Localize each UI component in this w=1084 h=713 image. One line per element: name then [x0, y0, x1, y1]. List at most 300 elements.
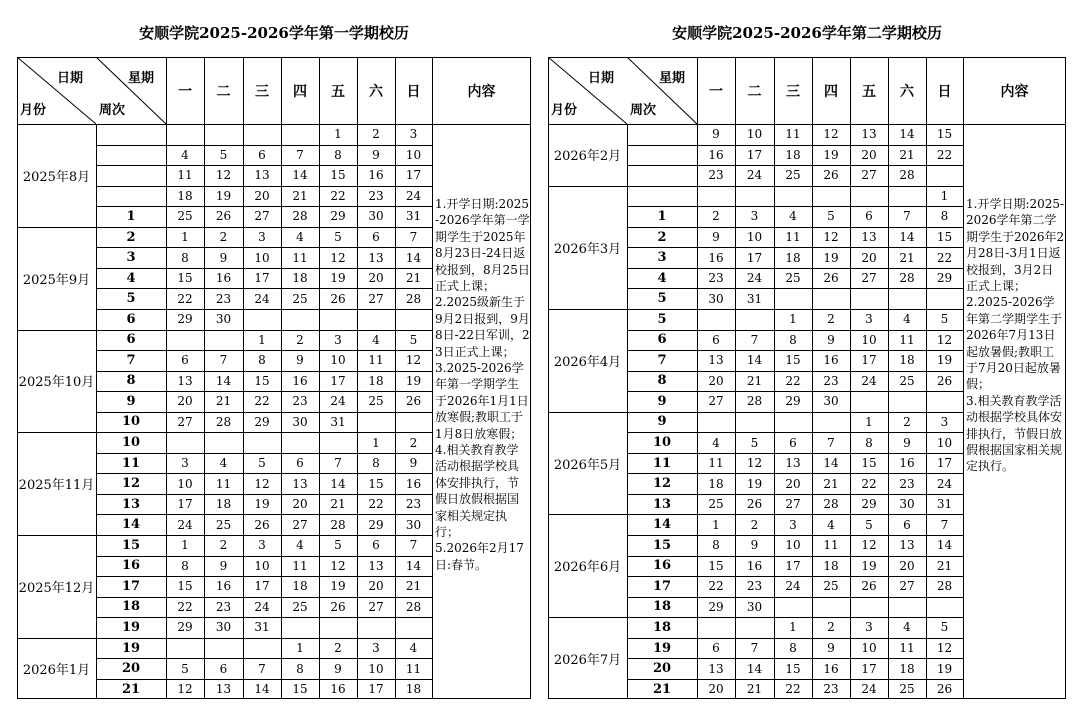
- day-cell-sat: 28: [899, 168, 915, 183]
- day-cell-sun: 14: [405, 250, 422, 265]
- day-cell-thu: 13: [292, 476, 308, 491]
- day-cell-wed: 1: [789, 312, 797, 327]
- day-cell-fri: 10: [861, 641, 877, 656]
- week-number: 21: [121, 681, 141, 697]
- header-day-sun: 日: [937, 83, 952, 100]
- day-cell-tue: 17: [746, 250, 763, 265]
- week-number: 15: [652, 537, 672, 553]
- day-cell-mon: 12: [177, 682, 193, 697]
- week-number: 4: [126, 270, 136, 286]
- day-cell-fri: 3: [865, 312, 873, 327]
- day-cell-tue: 17: [746, 147, 763, 162]
- day-cell-sun: 19: [405, 373, 422, 388]
- day-cell-tue: 10: [746, 230, 763, 245]
- day-cell-wed: 18: [785, 147, 801, 162]
- day-cell-sun: 17: [936, 456, 953, 471]
- day-cell-tue: 12: [215, 168, 232, 183]
- table-frame: [548, 57, 1066, 699]
- week-number: 5: [657, 311, 667, 327]
- header-week-label: 周次: [99, 103, 126, 118]
- day-cell-thu: 9: [827, 332, 835, 347]
- day-cell-mon: 22: [177, 599, 193, 614]
- day-cell-mon: 4: [181, 147, 189, 162]
- day-cell-mon: 6: [712, 332, 720, 347]
- day-cell-sun: 24: [936, 476, 953, 491]
- day-cell-sat: 8: [372, 456, 380, 471]
- header-content: 内容: [1000, 83, 1029, 100]
- day-cell-tue: 11: [215, 476, 232, 491]
- header-day-sat: 六: [369, 83, 383, 100]
- day-cell-sat: 27: [368, 599, 384, 614]
- day-cell-fri: 17: [330, 373, 346, 388]
- day-cell-mon: 20: [708, 682, 724, 697]
- day-cell-sun: 5: [409, 332, 418, 347]
- day-cell-tue: 30: [746, 599, 763, 614]
- day-cell-thu: 7: [296, 147, 304, 162]
- week-number: 11: [121, 455, 141, 471]
- day-cell-wed: 3: [789, 517, 797, 532]
- day-cell-sun: 30: [405, 517, 422, 532]
- week-number: 7: [657, 352, 667, 368]
- week-number: 1: [126, 208, 136, 224]
- month-label: 2026年4月: [553, 354, 622, 370]
- day-cell-thu: 11: [292, 558, 308, 573]
- day-cell-fri: 2: [334, 641, 342, 656]
- day-cell-fri: 5: [334, 230, 342, 245]
- day-cell-mon: 24: [177, 517, 193, 532]
- day-cell-mon: 20: [177, 394, 193, 409]
- day-cell-sat: 13: [368, 558, 384, 573]
- day-cell-mon: 10: [177, 476, 193, 491]
- day-cell-thu: 7: [827, 435, 835, 450]
- header-day-sun: 日: [406, 83, 421, 100]
- day-cell-sun: 31: [936, 497, 953, 512]
- day-cell-sun: 14: [405, 558, 422, 573]
- week-number: 18: [652, 599, 672, 615]
- day-cell-sun: 28: [405, 599, 422, 614]
- day-cell-sat: 6: [372, 538, 380, 553]
- day-cell-sun: 1: [940, 188, 949, 203]
- week-number: 16: [121, 558, 141, 574]
- day-cell-wed: 25: [785, 271, 801, 286]
- day-cell-fri: 3: [865, 620, 873, 635]
- day-cell-wed: 26: [254, 517, 270, 532]
- day-cell-thu: 5: [827, 209, 835, 224]
- day-cell-sat: 15: [368, 476, 384, 491]
- day-cell-thu: 18: [292, 271, 308, 286]
- day-cell-sun: 9: [409, 456, 418, 471]
- day-cell-wed: 8: [789, 332, 797, 347]
- day-cell-thu: 21: [292, 188, 308, 203]
- day-cell-sun: 31: [405, 209, 422, 224]
- day-cell-thu: 16: [823, 661, 839, 676]
- day-cell-mon: 30: [708, 291, 724, 306]
- day-cell-wed: 12: [254, 476, 270, 491]
- week-number: 5: [657, 291, 667, 307]
- day-cell-mon: 15: [708, 558, 724, 573]
- day-cell-wed: 17: [785, 558, 801, 573]
- day-cell-tue: 9: [219, 558, 228, 573]
- day-cell-sun: 23: [405, 497, 422, 512]
- day-cell-sun: 5: [940, 620, 949, 635]
- day-cell-sun: 26: [405, 394, 422, 409]
- day-cell-tue: 5: [219, 147, 228, 162]
- day-cell-fri: 28: [330, 517, 346, 532]
- day-cell-sat: 22: [368, 497, 384, 512]
- month-label: 2026年5月: [553, 457, 622, 473]
- week-number: 14: [652, 517, 672, 533]
- day-cell-thu: 8: [296, 661, 304, 676]
- week-number: 6: [126, 311, 136, 327]
- day-cell-sat: 25: [899, 682, 915, 697]
- day-cell-mon: 11: [708, 456, 724, 471]
- day-cell-sat: 28: [899, 271, 915, 286]
- day-cell-tue: 14: [215, 373, 232, 388]
- day-cell-thu: 2: [296, 332, 304, 347]
- day-cell-sun: 4: [409, 641, 418, 656]
- day-cell-wed: 4: [789, 209, 797, 224]
- day-cell-thu: 23: [823, 682, 839, 697]
- header-weekday-label: 星期: [128, 71, 155, 86]
- day-cell-thu: 9: [296, 353, 304, 368]
- day-cell-sun: 14: [936, 538, 953, 553]
- day-cell-tue: 7: [750, 641, 759, 656]
- day-cell-wed: 24: [785, 579, 801, 594]
- day-cell-tue: 28: [746, 394, 763, 409]
- semester-1-title: 安顺学院2025-2026学年第一学期校历: [139, 24, 409, 42]
- table-frame: [17, 57, 531, 699]
- day-cell-tue: 30: [215, 312, 232, 327]
- day-cell-sun: 12: [936, 641, 953, 656]
- day-cell-thu: 19: [823, 250, 839, 265]
- header-day-thu: 四: [293, 83, 307, 100]
- day-cell-wed: 22: [785, 682, 801, 697]
- day-cell-sat: 25: [899, 373, 915, 388]
- week-number: 3: [126, 250, 136, 266]
- day-cell-thu: 25: [292, 599, 308, 614]
- day-cell-sun: 3: [409, 127, 418, 142]
- day-cell-sun: 21: [405, 579, 422, 594]
- day-cell-tue: 21: [746, 682, 763, 697]
- day-cell-sat: 11: [368, 353, 384, 368]
- day-cell-wed: 6: [789, 435, 797, 450]
- day-cell-thu: 25: [823, 579, 839, 594]
- week-number: 10: [652, 435, 672, 451]
- day-cell-thu: 19: [823, 147, 839, 162]
- day-cell-fri: 16: [330, 682, 346, 697]
- day-cell-thu: 12: [823, 230, 839, 245]
- notes-content: 1.开学日期:2025-2026学年第一学期学生于2025年8月23日-24日返校报到，8月25日正式上课； 2.2025级新生于9月2日报到，9月8日-22日军训，23日正式上课； 3.2025-2026学年第一学期学生于2026年1月1日放寒假;教职工于1月8日放寒假； 4.相关教育教学活动根据学校具体安排执行，节假日放假根据国家相关规定执行； 5.2026年2月17日:春节。: [435, 196, 530, 572]
- day-cell-tue: 9: [219, 250, 228, 265]
- day-cell-tue: 23: [746, 579, 763, 594]
- day-cell-sun: 15: [936, 230, 953, 245]
- week-number: 19: [121, 640, 141, 656]
- day-cell-fri: 5: [334, 538, 342, 553]
- day-cell-fri: 26: [330, 291, 346, 306]
- day-cell-fri: 8: [865, 435, 873, 450]
- day-cell-wed: 31: [254, 620, 270, 635]
- week-number: 5: [126, 291, 136, 307]
- day-cell-sun: 8: [940, 209, 949, 224]
- header-day-sat: 六: [900, 83, 914, 100]
- day-cell-tue: 14: [746, 353, 763, 368]
- day-cell-mon: 6: [712, 641, 720, 656]
- day-cell-mon: 9: [712, 127, 720, 142]
- day-cell-fri: 22: [330, 188, 346, 203]
- day-cell-tue: 25: [215, 517, 232, 532]
- day-cell-wed: 18: [785, 250, 801, 265]
- day-cell-sat: 27: [368, 291, 384, 306]
- day-cell-sat: 6: [372, 230, 380, 245]
- day-cell-sun: 3: [940, 414, 949, 429]
- header-date-label: 日期: [588, 71, 615, 86]
- day-cell-sun: 7: [409, 230, 418, 245]
- month-label: 2025年11月: [18, 478, 95, 494]
- day-cell-sun: 17: [405, 168, 422, 183]
- day-cell-wed: 24: [254, 599, 270, 614]
- day-cell-fri: 9: [334, 661, 342, 676]
- day-cell-sun: 12: [405, 353, 422, 368]
- day-cell-sun: 5: [940, 312, 949, 327]
- day-cell-fri: 29: [330, 209, 346, 224]
- day-cell-sat: 11: [899, 332, 915, 347]
- day-cell-fri: 26: [861, 579, 877, 594]
- month-label: 2026年2月: [553, 149, 622, 165]
- day-cell-sat: 21: [899, 147, 915, 162]
- day-cell-sat: 30: [899, 497, 915, 512]
- month-label: 2026年1月: [22, 663, 91, 679]
- day-cell-fri: 17: [861, 353, 877, 368]
- day-cell-tue: 19: [746, 476, 763, 491]
- day-cell-wed: 10: [785, 538, 801, 553]
- day-cell-tue: 26: [215, 209, 232, 224]
- week-number: 15: [121, 537, 141, 553]
- day-cell-fri: 31: [330, 414, 346, 429]
- week-number: 2: [126, 229, 136, 245]
- day-cell-mon: 22: [708, 579, 724, 594]
- day-cell-mon: 25: [177, 209, 193, 224]
- day-cell-tue: 16: [215, 579, 232, 594]
- day-cell-thu: 4: [296, 538, 304, 553]
- day-cell-sun: 21: [405, 271, 422, 286]
- week-number: 6: [126, 332, 136, 348]
- day-cell-sun: 19: [936, 661, 953, 676]
- day-cell-wed: 14: [254, 682, 270, 697]
- day-cell-mon: 13: [708, 661, 724, 676]
- week-number: 14: [121, 517, 141, 533]
- day-cell-mon: 27: [708, 394, 724, 409]
- day-cell-sat: 13: [368, 250, 384, 265]
- day-cell-mon: 18: [177, 188, 193, 203]
- day-cell-tue: 23: [215, 599, 232, 614]
- day-cell-thu: 6: [296, 456, 304, 471]
- day-cell-sat: 7: [903, 209, 911, 224]
- day-cell-thu: 23: [292, 394, 308, 409]
- day-cell-tue: 16: [215, 271, 232, 286]
- day-cell-fri: 24: [330, 394, 346, 409]
- day-cell-mon: 11: [177, 168, 193, 183]
- day-cell-sat: 6: [903, 517, 911, 532]
- week-number: 2: [657, 229, 667, 245]
- header-week-label: 周次: [630, 103, 657, 118]
- day-cell-sat: 3: [372, 641, 380, 656]
- day-cell-wed: 13: [785, 456, 801, 471]
- day-cell-thu: 12: [823, 127, 839, 142]
- day-cell-thu: 16: [292, 373, 308, 388]
- day-cell-sun: 2: [409, 435, 418, 450]
- day-cell-mon: 17: [177, 497, 193, 512]
- day-cell-mon: 27: [177, 414, 193, 429]
- header-day-mon: 一: [709, 83, 723, 100]
- day-cell-thu: 11: [292, 250, 308, 265]
- week-number: 21: [652, 681, 672, 697]
- day-cell-wed: 17: [254, 271, 270, 286]
- week-number: 7: [126, 352, 136, 368]
- day-cell-thu: 2: [827, 312, 835, 327]
- day-cell-sat: 21: [899, 250, 915, 265]
- day-cell-mon: 8: [181, 558, 189, 573]
- month-label: 2025年8月: [22, 169, 91, 185]
- day-cell-wed: 29: [785, 394, 801, 409]
- week-number: 12: [121, 476, 141, 492]
- day-cell-wed: 3: [258, 230, 266, 245]
- header-day-wed: 三: [786, 83, 800, 100]
- day-cell-sun: 28: [405, 291, 422, 306]
- day-cell-thu: 26: [823, 271, 839, 286]
- day-cell-mon: 4: [712, 435, 720, 450]
- day-cell-wed: 1: [789, 620, 797, 635]
- month-label: 2025年12月: [18, 580, 95, 596]
- day-cell-thu: 30: [292, 414, 308, 429]
- day-cell-wed: 15: [254, 373, 270, 388]
- day-cell-wed: 27: [785, 497, 801, 512]
- day-cell-sun: 10: [405, 147, 422, 162]
- day-cell-sat: 11: [899, 641, 915, 656]
- day-cell-wed: 22: [785, 373, 801, 388]
- day-cell-fri: 12: [330, 558, 346, 573]
- header-day-tue: 二: [216, 83, 231, 100]
- day-cell-wed: 6: [258, 147, 266, 162]
- header-weekday-label: 星期: [659, 71, 686, 86]
- day-cell-tue: 23: [215, 291, 232, 306]
- day-cell-mon: 13: [708, 353, 724, 368]
- day-cell-sat: 29: [368, 517, 384, 532]
- header-day-thu: 四: [824, 83, 838, 100]
- day-cell-tue: 24: [746, 168, 763, 183]
- day-cell-fri: 24: [861, 373, 877, 388]
- day-cell-fri: 3: [334, 332, 342, 347]
- day-cell-fri: 20: [861, 250, 877, 265]
- day-cell-wed: 22: [254, 394, 270, 409]
- day-cell-wed: 11: [785, 230, 801, 245]
- day-cell-tue: 6: [219, 661, 228, 676]
- header-date-label: 日期: [57, 71, 84, 86]
- day-cell-wed: 17: [254, 579, 270, 594]
- day-cell-mon: 29: [708, 599, 724, 614]
- day-cell-sat: 16: [368, 168, 384, 183]
- day-cell-thu: 27: [292, 517, 308, 532]
- day-cell-tue: 14: [746, 661, 763, 676]
- week-number: 17: [652, 578, 672, 594]
- day-cell-mon: 9: [712, 230, 720, 245]
- day-cell-fri: 1: [334, 127, 342, 142]
- day-cell-fri: 5: [865, 517, 873, 532]
- day-cell-tue: 13: [215, 682, 232, 697]
- day-cell-tue: 26: [746, 497, 763, 512]
- day-cell-fri: 24: [861, 682, 877, 697]
- day-cell-thu: 28: [823, 497, 839, 512]
- day-cell-sun: 7: [940, 517, 949, 532]
- day-cell-sat: 9: [372, 147, 380, 162]
- day-cell-mon: 23: [708, 168, 724, 183]
- day-cell-mon: 18: [708, 476, 724, 491]
- day-cell-wed: 15: [785, 353, 801, 368]
- month-label: 2026年7月: [553, 652, 622, 668]
- header-day-fri: 五: [331, 83, 345, 100]
- day-cell-tue: 24: [746, 271, 763, 286]
- day-cell-tue: 4: [219, 456, 228, 471]
- day-cell-sat: 13: [899, 538, 915, 553]
- day-cell-thu: 9: [827, 641, 835, 656]
- day-cell-mon: 3: [181, 456, 189, 471]
- day-cell-tue: 12: [746, 456, 763, 471]
- week-number: 19: [652, 640, 672, 656]
- day-cell-sun: 15: [936, 127, 953, 142]
- day-cell-mon: 22: [177, 291, 193, 306]
- week-number: 9: [657, 414, 667, 430]
- day-cell-tue: 7: [219, 353, 228, 368]
- day-cell-fri: 20: [861, 147, 877, 162]
- day-cell-wed: 27: [254, 209, 270, 224]
- day-cell-thu: 30: [823, 394, 839, 409]
- day-cell-mon: 1: [181, 230, 189, 245]
- day-cell-mon: 8: [712, 538, 720, 553]
- day-cell-fri: 6: [865, 209, 873, 224]
- day-cell-sun: 22: [936, 250, 953, 265]
- day-cell-sat: 17: [368, 682, 384, 697]
- day-cell-tue: 30: [215, 620, 232, 635]
- day-cell-fri: 22: [861, 476, 877, 491]
- day-cell-wed: 29: [254, 414, 270, 429]
- day-cell-wed: 8: [789, 641, 797, 656]
- day-cell-tue: 10: [746, 127, 763, 142]
- day-cell-sat: 14: [899, 127, 915, 142]
- day-cell-mon: 16: [708, 250, 724, 265]
- week-number: 9: [126, 393, 136, 409]
- day-cell-sun: 19: [936, 353, 953, 368]
- day-cell-sat: 27: [899, 579, 915, 594]
- day-cell-fri: 13: [861, 127, 877, 142]
- day-cell-thu: 1: [296, 641, 304, 656]
- day-cell-fri: 10: [861, 332, 877, 347]
- day-cell-sun: 18: [405, 682, 422, 697]
- week-number: 8: [657, 373, 667, 389]
- day-cell-tue: 18: [215, 497, 232, 512]
- day-cell-sat: 4: [903, 312, 911, 327]
- week-number: 19: [121, 619, 141, 635]
- day-cell-mon: 15: [177, 579, 193, 594]
- week-number: 1: [657, 208, 667, 224]
- day-cell-mon: 23: [708, 271, 724, 286]
- day-cell-sun: 24: [405, 188, 422, 203]
- notes-content: 1.开学日期:2025-2026学年第二学期学生于2026年2月28日-3月1日返校报到，3月2日正式上课； 2.2025-2026学年第二学期学生于2026年7月13日起放暑假;教职工于7月20日起放暑假； 3.相关教育教学活动根据学校具体安排执行，节假日放假根据国家相关规定执行。: [966, 196, 1065, 474]
- day-cell-thu: 4: [296, 230, 304, 245]
- day-cell-tue: 2: [750, 517, 759, 532]
- day-cell-tue: 16: [746, 558, 763, 573]
- header-day-mon: 一: [178, 83, 192, 100]
- day-cell-sun: 22: [936, 147, 953, 162]
- day-cell-sat: 4: [903, 620, 911, 635]
